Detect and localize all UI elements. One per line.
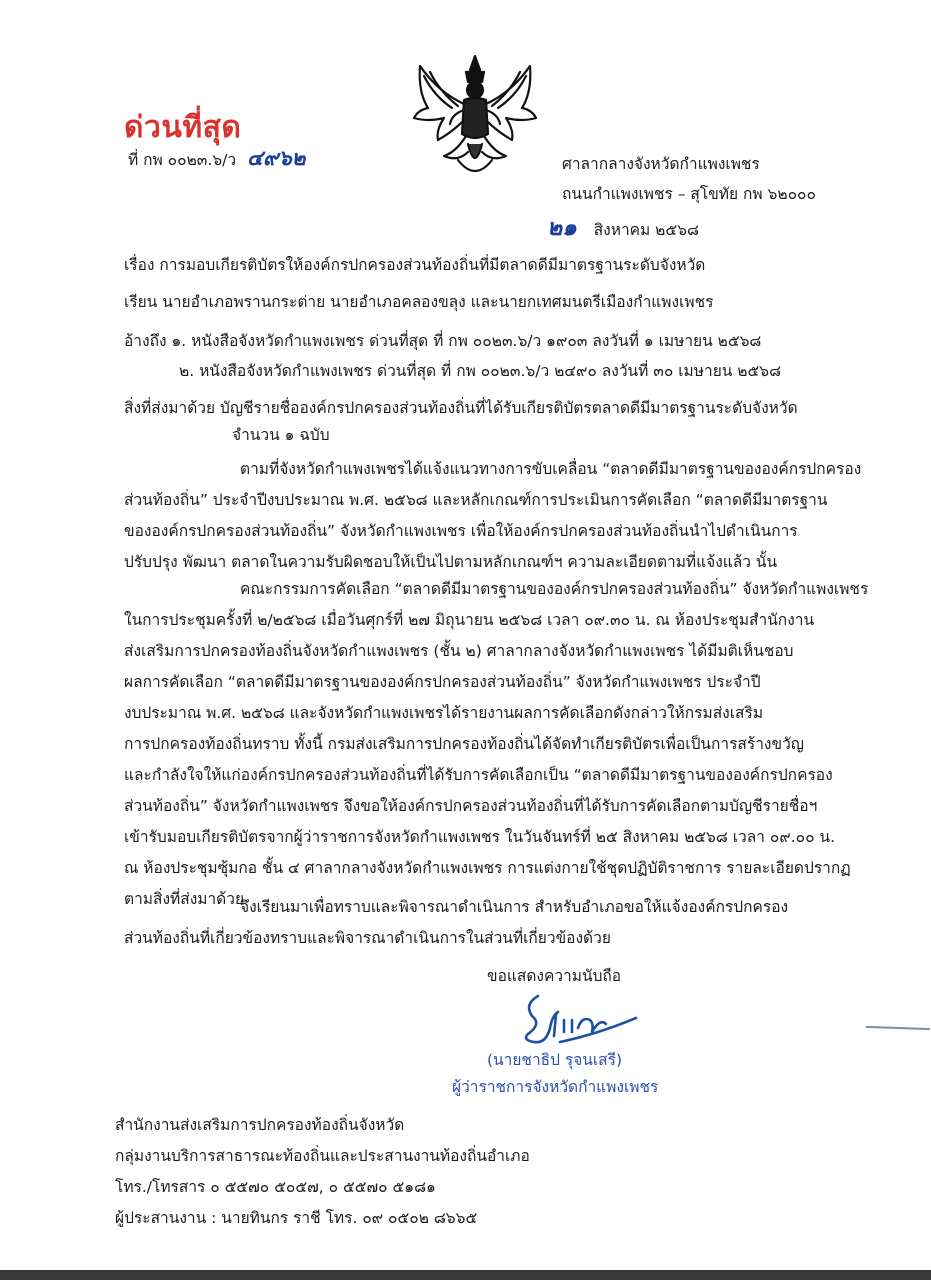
paragraph-line: ณ ห้องประชุมซุ้มกอ ชั้น ๔ ศาลากลางจังหวัดกำแพงเพชร การแต่งกายใช้ชุดปฏิบัติราชการ รายละเอียดปรากฏ: [124, 859, 851, 877]
urgency-label: ด่วนที่สุด: [124, 110, 242, 145]
document-reference: [128, 145, 306, 170]
body-paragraph-2: [124, 574, 868, 915]
footer-phone: โทร./โทรสาร ๐ ๕๕๗๐ ๕๐๕๗, ๐ ๕๕๗๐ ๕๑๘๑: [115, 1178, 436, 1196]
subject-line: เรื่อง การมอบเกียรติบัตรให้องค์กรปกครองส่วนท้องถิ่นที่มีตลาดดีมีมาตรฐานระดับจังหวัด: [124, 256, 706, 274]
paragraph-line: เข้ารับมอบเกียรติบัตรจากผู้ว่าราชการจังหวัดกำแพงเพชร ในวันจันทร์ที่ ๒๕ สิงหาคม ๒๕๖๘ เวลา ๐๙.๐๐ น.: [124, 828, 836, 846]
scan-artifact-line: [866, 1026, 930, 1030]
garuda-emblem-icon: [408, 52, 542, 186]
handwritten-reference-number: ๔๙๖๒: [247, 145, 306, 170]
paragraph-line: ส่วนท้องถิ่นที่เกี่ยวข้องทราบและพิจารณาดำเนินการในส่วนที่เกี่ยวข้องด้วย: [124, 929, 611, 947]
sender-address-line2: ถนนกำแพงเพชร – สุโขทัย กพ ๖๒๐๐๐: [562, 185, 816, 203]
handwritten-signature: [520, 990, 640, 1048]
paragraph-line: ส่งเสริมการปกครองท้องถิ่นจังหวัดกำแพงเพชร (ชั้น ๒) ศาลากลางจังหวัดกำแพงเพชร ได้มีมติเห็นชอบ: [124, 642, 794, 660]
handwritten-date-day: ๒๑: [547, 214, 577, 241]
paragraph-line: ส่วนท้องถิ่น” ประจำปีงบประมาณ พ.ศ. ๒๕๖๘ และหลักเกณฑ์การประเมินการคัดเลือก “ตลาดดีมีมาตรฐาน: [124, 491, 828, 509]
paragraph-line: ผลการคัดเลือก “ตลาดดีมีมาตรฐานขององค์กรปกครองส่วนท้องถิ่น” จังหวัดกำแพงเพชร ประจำปี: [124, 673, 761, 691]
footer-coordinator: ผู้ประสานงาน : นายทินกร ราชี โทร. ๐๙ ๐๕๐๒ ๘๖๖๕: [115, 1209, 478, 1227]
reference-item-2: ๒. หนังสือจังหวัดกำแพงเพชร ด่วนที่สุด ที่ กพ ๐๐๒๓.๖/ว ๒๔๙๐ ลงวันที่ ๓๐ เมษายน ๒๕๖๘: [179, 362, 782, 380]
reference-item-1: อ้างถึง ๑. หนังสือจังหวัดกำแพงเพชร ด่วนที่สุด ที่ กพ ๐๐๒๓.๖/ว ๑๙๐๓ ลงวันที่ ๑ เมษายน ๒๕๖๘: [124, 332, 762, 350]
enclosure-quantity: จำนวน ๑ ฉบับ: [232, 426, 330, 444]
reference-prefix: ที่ กพ ๐๐๒๓.๖/ว: [128, 151, 237, 169]
scan-bottom-edge: [0, 1270, 931, 1280]
letter-date: [547, 214, 699, 241]
closing-salutation: ขอแสดงความนับถือ: [487, 967, 622, 985]
date-month-year: สิงหาคม ๒๕๖๘: [593, 221, 699, 239]
paragraph-line: ส่วนท้องถิ่น” จังหวัดกำแพงเพชร จึงขอให้องค์กรปกครองส่วนท้องถิ่นที่ได้รับการคัดเลือกตามบัญชีรายชื่อฯ: [124, 797, 818, 815]
paragraph-line: และกำลังใจให้แก่องค์กรปกครองส่วนท้องถิ่นที่ได้รับการคัดเลือกเป็น “ตลาดดีมีมาตรฐานขององค์กรปกครอง: [124, 766, 833, 784]
paragraph-line: การปกครองท้องถิ่นทราบ ทั้งนี้ กรมส่งเสริมการปกครองท้องถิ่นได้จัดทำเกียรติบัตรเพื่อเป็นการสร้างขวัญ: [124, 735, 804, 753]
recipient-line: เรียน นายอำเภอพรานกระต่าย นายอำเภอคลองขลุง และนายกเทศมนตรีเมืองกำแพงเพชร: [124, 293, 714, 311]
paragraph-line: ในการประชุมครั้งที่ ๒/๒๕๖๘ เมื่อวันศุกร์ที่ ๒๗ มิถุนายน ๒๕๖๘ เวลา ๐๙.๓๐ น. ณ ห้องประชุมสำนักงาน: [124, 611, 815, 629]
body-paragraph-3: [124, 892, 788, 954]
paragraph-line: ตามสิ่งที่ส่งมาด้วย: [124, 890, 245, 908]
footer-office: สำนักงานส่งเสริมการปกครองท้องถิ่นจังหวัด: [115, 1116, 405, 1134]
body-paragraph-1: [124, 454, 861, 578]
contact-footer: [115, 1110, 530, 1234]
footer-group: กลุ่มงานบริการสาธารณะท้องถิ่นและประสานงานท้องถิ่นอำเภอ: [115, 1147, 530, 1165]
sender-address-line1: ศาลากลางจังหวัดกำแพงเพชร: [562, 155, 760, 173]
signatory-position: ผู้ว่าราชการจังหวัดกำแพงเพชร: [452, 1078, 659, 1096]
enclosure-line: สิ่งที่ส่งมาด้วย บัญชีรายชื่อองค์กรปกครองส่วนท้องถิ่นที่ได้รับเกียรติบัตรตลาดดีมีมาตรฐานระดับจังหวัด: [124, 399, 798, 417]
paragraph-line: ตามที่จังหวัดกำแพงเพชรได้แจ้งแนวทางการขับเคลื่อน “ตลาดดีมีมาตรฐานขององค์กรปกครอง: [240, 460, 862, 478]
paragraph-line: ขององค์กรปกครองส่วนท้องถิ่น” จังหวัดกำแพงเพชร เพื่อให้องค์กรปกครองส่วนท้องถิ่นนำไปดำเนินการ: [124, 522, 798, 540]
paragraph-line: จึงเรียนมาเพื่อทราบและพิจารณาดำเนินการ สำหรับอำเภอขอให้แจ้งองค์กรปกครอง: [240, 898, 789, 916]
signatory-name: (นายชาธิป รุจนเสรี): [487, 1051, 623, 1069]
paragraph-line: คณะกรรมการคัดเลือก “ตลาดดีมีมาตรฐานขององค์กรปกครองส่วนท้องถิ่น” จังหวัดกำแพงเพชร: [240, 580, 869, 598]
paragraph-line: งบประมาณ พ.ศ. ๒๕๖๘ และจังหวัดกำแพงเพชรได้รายงานผลการคัดเลือกดังกล่าวให้กรมส่งเสริม: [124, 704, 764, 722]
paragraph-line: ปรับปรุง พัฒนา ตลาดในความรับผิดชอบให้เป็นไปตามหลักเกณฑ์ฯ ความละเอียดตามที่แจ้งแล้ว นั้น: [124, 553, 778, 571]
